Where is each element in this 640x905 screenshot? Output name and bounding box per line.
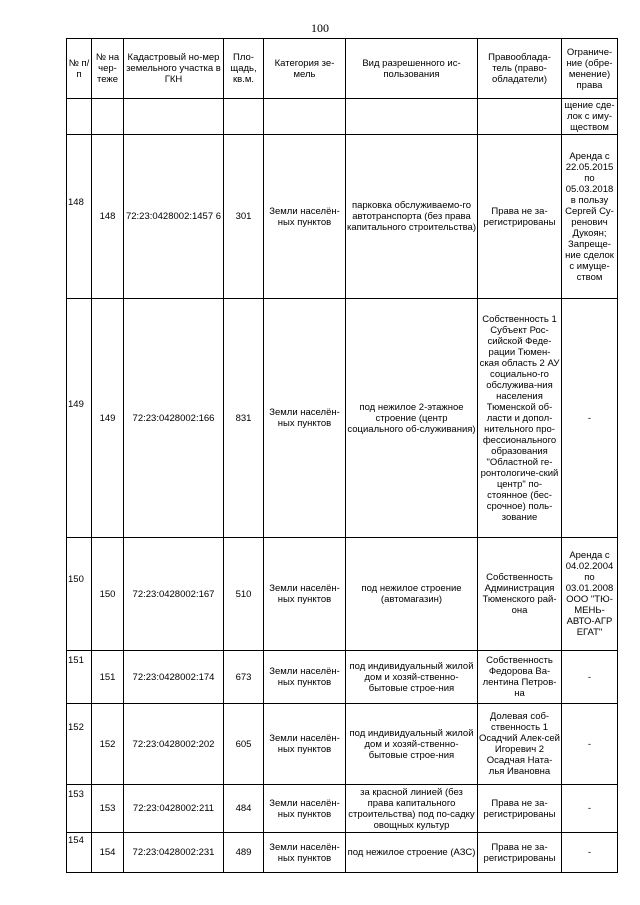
table-row — [67, 833, 618, 873]
row-number: 149 — [67, 299, 92, 538]
cadastral-number: 72:23:0428002:202 — [124, 704, 224, 785]
drawing-number: 149 — [92, 299, 124, 538]
table-row — [67, 135, 618, 299]
area: 673 — [224, 651, 264, 704]
table-row — [67, 704, 618, 785]
area: 510 — [224, 538, 264, 651]
permitted-use: под нежилое строение (АЗС) — [346, 833, 478, 873]
table-row — [67, 299, 618, 538]
restriction: - — [562, 704, 618, 785]
land-category: Земли населён-ных пунктов — [264, 538, 346, 651]
page-number: 100 — [311, 21, 329, 35]
area: 301 — [224, 135, 264, 299]
table-row — [67, 538, 618, 651]
land-category: Земли населён-ных пунктов — [264, 651, 346, 704]
drawing-number: 148 — [92, 135, 124, 299]
permitted-use: под нежилое строение (автомагазин) — [346, 538, 478, 651]
drawing-number: 153 — [92, 785, 124, 833]
land-plots-table — [66, 38, 618, 873]
land-category: Земли населён-ных пунктов — [264, 833, 346, 873]
row-number: 152 — [67, 704, 92, 785]
header-permitted-use: Вид разрешенного ис-пользования — [346, 39, 478, 99]
cadastral-number: 72:23:0428002:167 — [124, 538, 224, 651]
land-category: Земли населён-ных пунктов — [264, 299, 346, 538]
drawing-number: 150 — [92, 538, 124, 651]
drawing-number: 151 — [92, 651, 124, 704]
right-holder: Долевая соб-ственность 1 Осадчий Алек-сей Игоревич 2 Осадчая Ната-лья Ивановна — [478, 704, 562, 785]
restriction: Аренда с 04.02.2004 по 03.01.2008 ООО "ТЮ-МЕНЬ-АВТО-АГР ЕГАТ" — [562, 538, 618, 651]
drawing-number: 152 — [92, 704, 124, 785]
restriction: - — [562, 299, 618, 538]
right-holder: Собственность Федорова Ва-лентина Петров-на — [478, 651, 562, 704]
header-area: Пло-щадь, кв.м. — [224, 39, 264, 99]
restriction: - — [562, 833, 618, 873]
permitted-use: за красной линией (без права капитального строительства) под по-садку овощных культур — [346, 785, 478, 833]
area: 605 — [224, 704, 264, 785]
header-restriction: Ограниче-ние (обре-менение) права — [562, 39, 618, 99]
table-row — [67, 785, 618, 833]
row-number: 154 — [67, 833, 92, 873]
table-row — [67, 651, 618, 704]
right-holder: Права не за-регистрированы — [478, 135, 562, 299]
permitted-use: под индивидуальный жилой дом и хозяй-ственно-бытовые строе-ния — [346, 651, 478, 704]
cadastral-number: 72:23:0428002:166 — [124, 299, 224, 538]
land-category: Земли населён-ных пунктов — [264, 785, 346, 833]
cadastral-number: 72:23:0428002:231 — [124, 833, 224, 873]
row-number: 151 — [67, 651, 92, 704]
land-category: Земли населён-ных пунктов — [264, 704, 346, 785]
header-land-category: Категория зе-мель — [264, 39, 346, 99]
restriction: Аренда с 22.05.2015 по 05.03.2018 в пользу Сергей Су-ренович Дукоян; Запреще-ние сделок с имуще-ством — [562, 135, 618, 299]
restriction: - — [562, 785, 618, 833]
permitted-use: парковка обслуживаемо-го автотранспорта (без права капитального строительства) — [346, 135, 478, 299]
right-holder: Собственность 1 Субъект Рос-сийской Феде-рации Тюмен-ская область 2 АУ социально-го обслужива-ния населения Тюменской об-ласти и допол-нительного про-фессионального образования "Областной ге-ронтологиче-ский центр" по-стоянное (бес-срочное) поль-зование — [478, 299, 562, 538]
header-cadastral-number: Кадастровый но-мер земельного участка в ГКН — [124, 39, 224, 99]
continuation-row — [67, 99, 618, 135]
area: 831 — [224, 299, 264, 538]
cadastral-number: 72:23:0428002:1457 6 — [124, 135, 224, 299]
row-number: 150 — [67, 538, 92, 651]
right-holder: Права не за-регистрированы — [478, 785, 562, 833]
drawing-number: 154 — [92, 833, 124, 873]
cadastral-number: 72:23:0428002:174 — [124, 651, 224, 704]
land-category: Земли населён-ных пунктов — [264, 135, 346, 299]
area: 484 — [224, 785, 264, 833]
header-row — [67, 39, 618, 99]
permitted-use: под индивидуальный жилой дом и хозяй-ственно-бытовые строе-ния — [346, 704, 478, 785]
row-number: 153 — [67, 785, 92, 833]
header-right-holder: Правооблада-тель (право-обладатели) — [478, 39, 562, 99]
header-drawing-number: № на чер-теже — [92, 39, 124, 99]
continuation-restriction: щение сде-лок с иму-ществом — [562, 99, 618, 135]
cadastral-number: 72:23:0428002:211 — [124, 785, 224, 833]
row-number: 148 — [67, 135, 92, 299]
permitted-use: под нежилое 2-этажное строение (центр социального об-служивания) — [346, 299, 478, 538]
right-holder: Права не за-регистрированы — [478, 833, 562, 873]
restriction: - — [562, 651, 618, 704]
area: 489 — [224, 833, 264, 873]
right-holder: Собственность Администрация Тюменского рай-она — [478, 538, 562, 651]
header-row-number: № п/п — [67, 39, 92, 99]
